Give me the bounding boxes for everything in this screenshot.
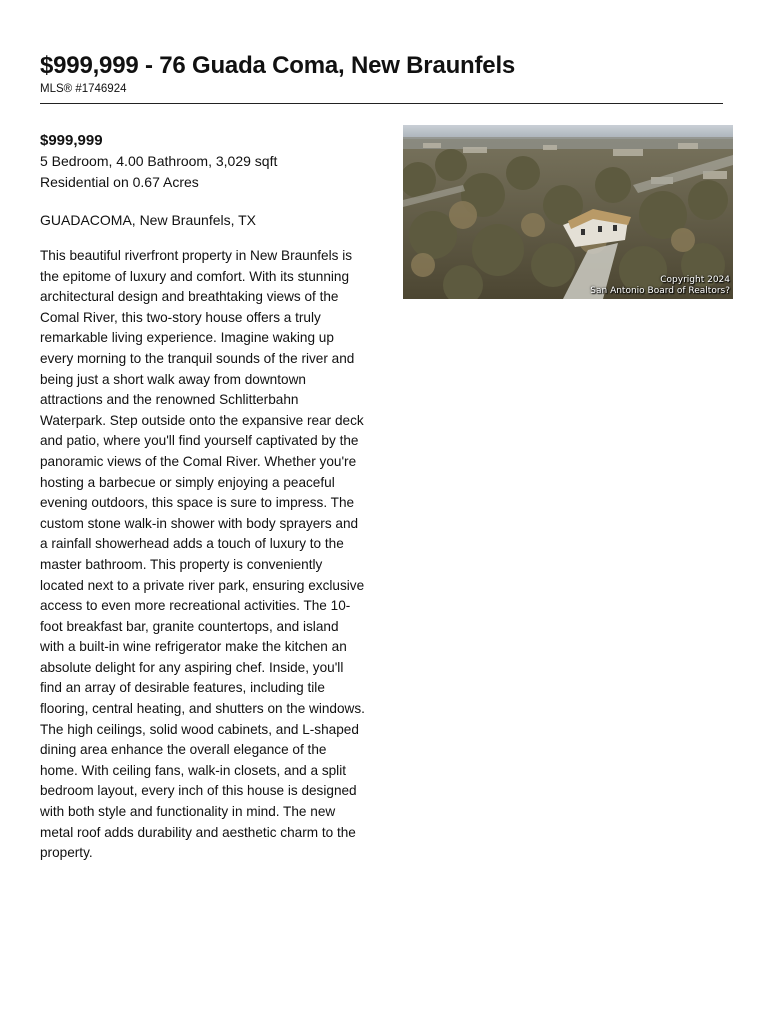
- property-photo: [403, 125, 733, 299]
- listing-type-acres: Residential on 0.67 Acres: [40, 174, 199, 190]
- watermark-line-1: Copyright 2024: [660, 275, 730, 285]
- photo-watermark: [590, 275, 730, 297]
- listing-description: This beautiful riverfront property in New Braunfels is the epitome of luxury and comfort. With its stunning architectural design and breathtaking views of the Comal River, this two-story house offers a truly remarkable living experience. Imagine waking up every morning to the tranquil sounds of the river and being just a short walk away from downtown attractions and the renowned Schlitterbahn Waterpark. Step outside onto the expansive rear deck and patio, where you'll find yourself captivated by the panoramic views of the Comal River. Whether you're hosting a barbecue or simply enjoying a peaceful evening outdoors, this space is sure to impress. The custom stone walk-in shower with body sprayers and a rainfall showerhead adds a touch of luxury to the master bathroom. This property is conveniently located next to a private river park, ensuring exclusive access to even more recreational activities. The 10-foot breakfast bar, granite countertops, and island with a built-in wine refrigerator make the kitchen an absolute delight for any aspiring chef. Inside, you'll find an array of desirable features, including tile flooring, central heating, and shutters on the windows. The high ceilings, solid wood cabinets, and L-shaped dining area enhance the overall elegance of the home. With ceiling fans, walk-in closets, and a split bedroom layout, every inch of this house is designed with both style and functionality in mind. The new metal roof adds durability and aesthetic charm to the property.: [40, 248, 365, 861]
- page-title: $999,999 - 76 Guada Coma, New Braunfels: [40, 52, 516, 79]
- mls-number: MLS® #1746924: [40, 83, 127, 95]
- listing-address: GUADACOMA, New Braunfels, TX: [40, 212, 257, 228]
- listing-beds-baths-sqft: 5 Bedroom, 4.00 Bathroom, 3,029 sqft: [40, 153, 278, 169]
- watermark-line-2: San Antonio Board of Realtors?: [590, 286, 730, 296]
- header-divider: [40, 103, 723, 104]
- listing-price: $999,999: [40, 132, 103, 149]
- aerial-photo-image: [403, 125, 733, 299]
- listing-summary: [40, 130, 370, 193]
